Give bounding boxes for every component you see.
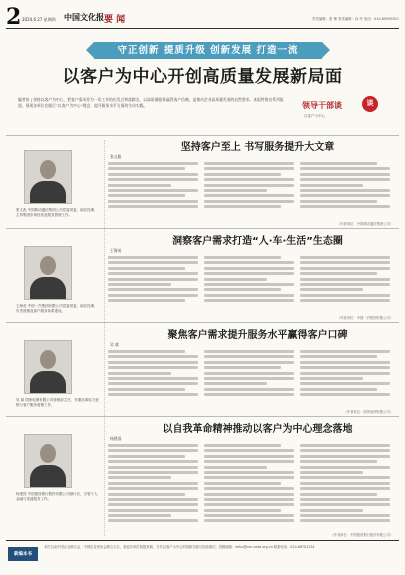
article-body-2 [108,256,394,314]
article-body-1 [108,162,394,220]
author-unit-2: （作者单位：中国一汽集团有限公司） [336,316,393,320]
byline-3: 吴 斌 [110,342,119,347]
masthead [6,4,399,30]
section-name: 要 闻 [104,15,126,25]
byline-1: 张文彪 [110,154,122,159]
divider [6,135,399,136]
author-unit-1: （作者单位：中国移动通信集团公司） [336,222,393,226]
article-body-3 [108,350,394,408]
author-caption-3: 吴 斌 国家电网有限公司营销部主任，长期从事电力营销与客户服务管理工作。 [16,398,99,408]
badge-seal-icon: 谈 [362,96,378,112]
author-photo-1 [24,150,72,204]
author-caption-1: 张文彪 中国移动通信集团公司党委常委、副总经理，主持集团市场经营及服务管理工作。 [16,208,98,218]
section-title-4: 以自我革命精神推动以客户为中心理念落地 [162,424,353,435]
footer-text: 本栏目由中国企业联合会、中国企业家协会联合主办，欢迎各单位积极来稿，分享以客户为中心的创新实践与经验做法。投稿邮箱：kehu@cec-ceda.org.cn 联系电话：010-68701234 [44,545,315,549]
page-headline: 以客户为中心开创高质量发展新局面 [62,67,343,87]
section-title-3: 聚焦客户需求提升服务水平赢得客户口碑 [167,330,348,341]
badge-title: 领导干部谈 [302,101,342,110]
author-caption-4: 杨建国 中国建设银行股份有限公司副行长，分管个人金融与渠道服务工作。 [16,492,98,502]
footer-label: 新编本书 [8,547,38,561]
divider [6,322,399,323]
section-title-1: 坚持客户至上 书写服务提升大文章 [180,142,335,153]
page-footer [6,540,399,567]
editor-meta: 责任编辑：张 博 美术编辑：孙 玲 电话：010-65099321 [312,17,399,21]
editor-note: 编者按 | 坚持以客户为中心，把客户需求作为一切工作的出发点和落脚点，以高质量服务赢得客户信赖，是推动企业高质量发展的必然要求。本报特推出系列报道，展现各单位在践行“以客户为中心”理念、提升服务水平方面的生动实践。 [18,97,284,108]
byline-4: 杨建国 [110,436,122,441]
page-number: 2 [6,4,22,30]
newspaper-brand: 中国文化报 [64,12,104,22]
theme-banner: 守正创新 提质升级 创新发展 打造一流 [94,42,322,59]
section-title-2: 洞察客户需求打造“人·车·生活”生态圈 [172,236,343,247]
column-divider [104,140,105,536]
article-body-4 [108,444,394,530]
column-badge [298,96,384,128]
divider [6,416,399,417]
badge-subtitle: 以客户为中心 [304,114,325,118]
author-unit-3: （作者单位：国家电网有限公司） [343,410,393,414]
byline-2: 王海英 [110,248,122,253]
author-photo-2 [24,246,72,300]
author-photo-3 [24,340,72,394]
divider [6,228,399,229]
author-unit-4: （作者单位：中国建设银行股份有限公司） [330,533,393,537]
issue-date: 2024.6.27 星期四 [22,17,56,22]
author-photo-4 [24,434,72,488]
author-caption-2: 王海英 中国一汽集团有限公司党委常委、副总经理，负责营销及客户服务体系建设。 [16,304,98,314]
